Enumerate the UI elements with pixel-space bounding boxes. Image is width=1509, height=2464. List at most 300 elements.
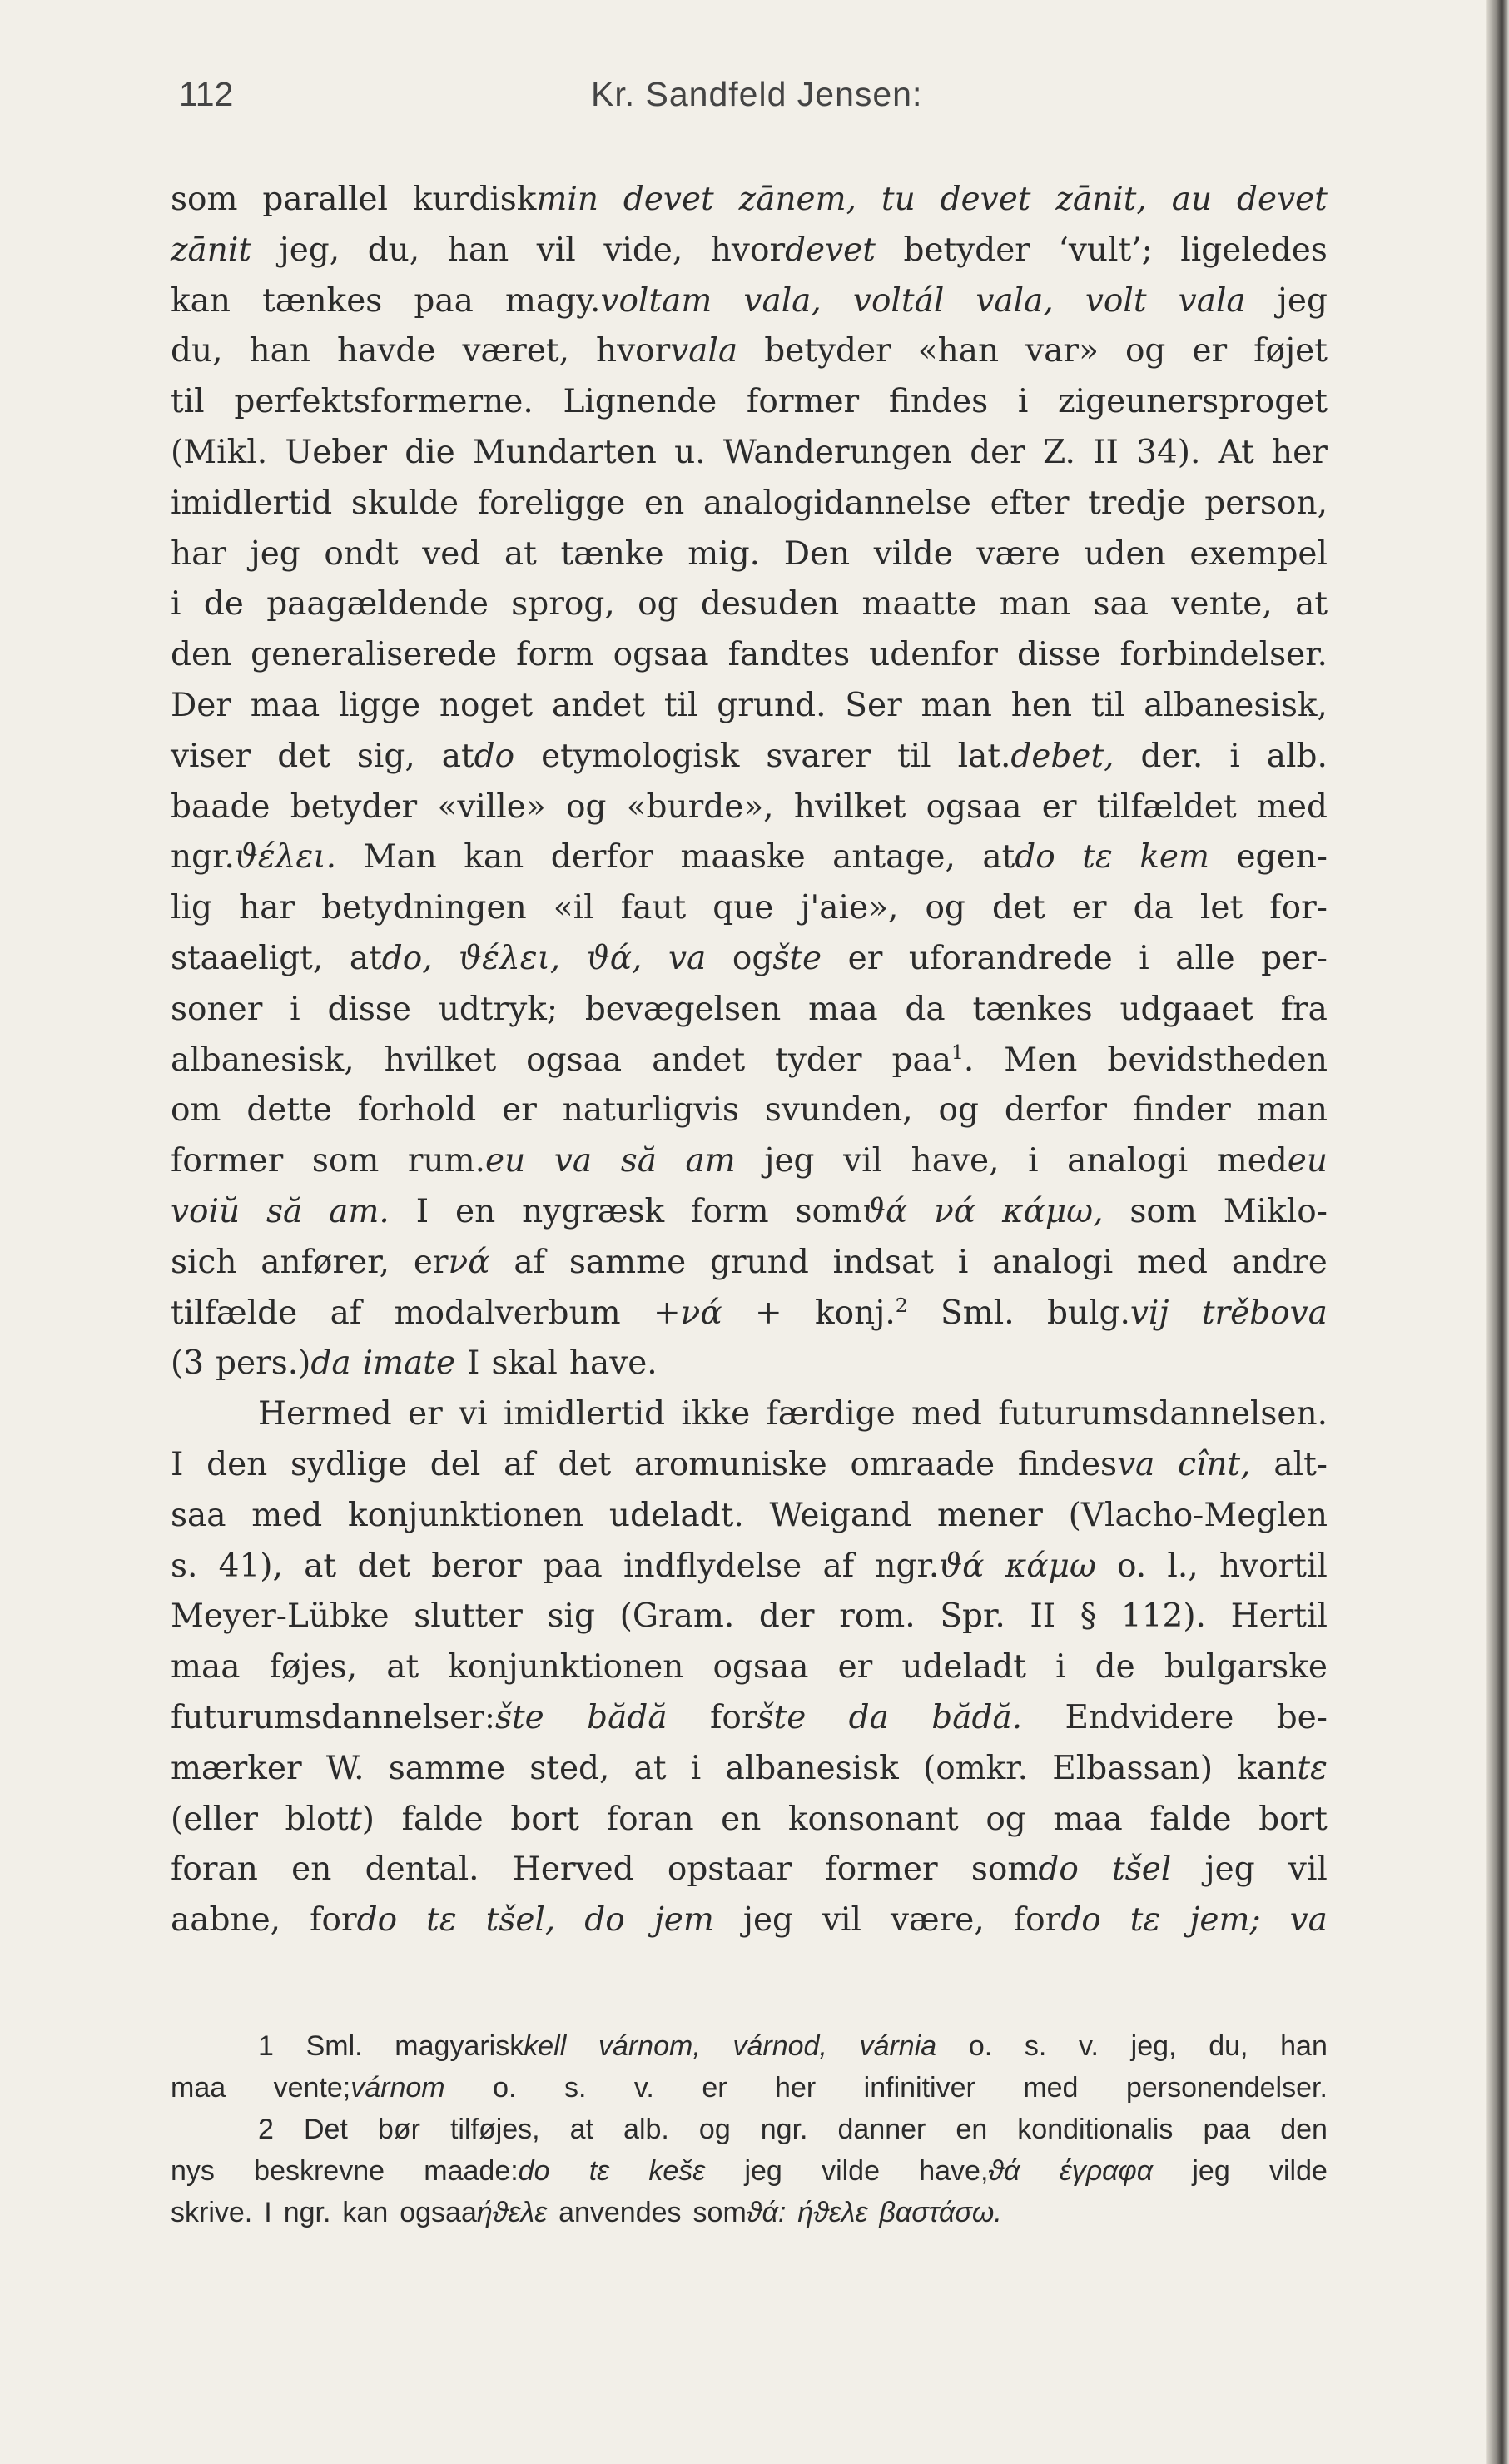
word [860, 2025, 937, 2067]
text-run: hvilket [793, 787, 906, 826]
word [251, 681, 320, 732]
text-run: du, [171, 332, 223, 370]
text-run: svarer [766, 737, 871, 775]
word [505, 276, 712, 327]
word [1139, 832, 1209, 883]
italic-text: imate [362, 1344, 456, 1383]
text-run: man [921, 686, 992, 724]
text-run: derfor [550, 838, 653, 877]
text-run: jeg [1192, 2155, 1230, 2187]
italic-text: da [848, 1698, 889, 1736]
word [262, 276, 382, 327]
word [290, 782, 417, 833]
text-run: . [963, 1041, 975, 1079]
word [1017, 630, 1101, 681]
text-run: han [249, 332, 310, 370]
word [1028, 1136, 1038, 1187]
word [1119, 630, 1327, 681]
text-run: betyder [290, 787, 418, 826]
word [251, 630, 497, 681]
text-run: vente; [273, 2072, 351, 2104]
italic-text: vij [1129, 1294, 1169, 1332]
word [402, 1795, 484, 1846]
italic-text: ϑά: [746, 2197, 787, 2228]
text-run: i [1017, 383, 1029, 421]
text-run: i [957, 1243, 969, 1281]
text-run: sich [171, 1243, 237, 1281]
text-run: Spr. [940, 1597, 1005, 1636]
word [171, 681, 231, 732]
text-run: I [171, 1445, 184, 1483]
italic-text: da [310, 1344, 351, 1383]
text-run: sprog, [511, 585, 615, 623]
word [285, 428, 387, 479]
word [958, 1238, 968, 1289]
word [171, 1289, 297, 1339]
italic-text: trěbova [1201, 1294, 1328, 1332]
word [1112, 1845, 1171, 1895]
text-run: ligeledes [1180, 231, 1328, 269]
text-run: du, [367, 231, 420, 269]
word [459, 934, 560, 985]
italic-text: jem; [1189, 1901, 1261, 1940]
text-run: udtryk; [438, 990, 558, 1028]
text-run: skrive. [171, 2197, 253, 2228]
word [607, 1795, 694, 1846]
word [1277, 1693, 1328, 1744]
word [1229, 732, 1239, 782]
text-line [171, 1187, 1328, 1238]
text-run: for [1013, 1901, 1061, 1940]
word [1018, 377, 1028, 428]
text-run: til [171, 383, 205, 421]
word [324, 529, 398, 580]
text-run: kan [342, 2197, 389, 2228]
page-number: 112 [179, 75, 234, 113]
italic-text: devet [1237, 181, 1328, 218]
word [680, 832, 805, 883]
text-run: da [1133, 889, 1174, 927]
text-run: har [171, 534, 227, 573]
text-run: forhold [357, 1091, 477, 1130]
word [1052, 1744, 1213, 1795]
text-run: omraade [850, 1445, 995, 1483]
word [766, 732, 871, 782]
text-run: 1 [258, 2030, 274, 2062]
italic-text: ϑά [988, 2155, 1020, 2187]
word [998, 1389, 1328, 1440]
text-run: konjunktionen [348, 1496, 584, 1534]
text-run: dette [246, 1091, 332, 1130]
word [691, 1744, 701, 1795]
text-line [171, 326, 1328, 377]
word [1149, 1795, 1231, 1846]
text-run: du, [1209, 2030, 1248, 2062]
text-run: I [264, 2197, 272, 2228]
word [1171, 579, 1272, 630]
word [171, 782, 271, 833]
italic-text: tε [1297, 1749, 1328, 1787]
text-run: paa [543, 1547, 603, 1585]
italic-text: să [266, 1192, 303, 1230]
word [563, 1085, 739, 1136]
italic-text: do [356, 1901, 398, 1940]
word [613, 630, 709, 681]
word [439, 985, 558, 1036]
text-run: albanesisk, [171, 1041, 355, 1079]
word [304, 2109, 348, 2150]
word [414, 276, 473, 327]
word [1011, 681, 1072, 732]
text-line [171, 175, 1328, 226]
text-run: personendelser. [1125, 2072, 1328, 2104]
word [747, 377, 859, 428]
word [386, 1642, 419, 1693]
word [330, 1289, 362, 1339]
word [408, 1136, 525, 1187]
italic-text: devet [785, 231, 876, 269]
text-run: ogsaa [613, 636, 709, 674]
text-run: føjes, [269, 1648, 358, 1687]
word [674, 428, 706, 479]
text-run: vi [459, 1395, 488, 1433]
text-run: egen- [1236, 838, 1328, 877]
word [251, 529, 300, 580]
text-line [171, 1339, 1328, 1389]
text-run: ondt [324, 534, 399, 573]
word [926, 782, 1022, 833]
word [439, 681, 533, 732]
word [171, 2067, 226, 2109]
italic-text: várnom, [598, 2030, 701, 2062]
word [1095, 1642, 1135, 1693]
italic-text: zānem, [738, 181, 857, 218]
word [687, 529, 760, 580]
word [838, 1642, 873, 1693]
word [290, 985, 300, 1036]
text-run: bort [1258, 1800, 1328, 1838]
word [992, 1238, 1113, 1289]
text-line [171, 1895, 1328, 1946]
text-run: analogi [992, 1243, 1114, 1281]
text-run: Z. [1043, 433, 1075, 471]
text-run: samme [388, 1749, 506, 1787]
word [693, 2192, 787, 2233]
text-run: analogi [1067, 1142, 1189, 1180]
italic-text: tε [1129, 1901, 1161, 1940]
word [171, 428, 267, 479]
word [668, 934, 706, 985]
word [171, 1339, 204, 1389]
text-line [171, 681, 1328, 732]
text-run: desuden [700, 585, 840, 623]
word [491, 1339, 557, 1389]
word [654, 1895, 714, 1946]
word [422, 529, 480, 580]
text-run: de [1095, 1648, 1135, 1687]
word [1164, 1642, 1328, 1693]
word [365, 1845, 479, 1895]
text-run: om [171, 1091, 221, 1130]
text-run: af [504, 1445, 535, 1483]
text-run: af [822, 1547, 855, 1585]
text-run: de [203, 585, 244, 623]
word [584, 1895, 624, 1946]
word [537, 226, 576, 276]
word [766, 1389, 895, 1440]
italic-text: jem [653, 1901, 714, 1940]
text-run: saa [1093, 585, 1149, 623]
text-run: bulgarske [1164, 1648, 1328, 1687]
word [843, 1136, 882, 1187]
italic-text: au [1171, 181, 1213, 218]
word [850, 1440, 995, 1491]
word [788, 1795, 959, 1846]
text-line [171, 1845, 1328, 1895]
word [413, 175, 598, 226]
word [784, 529, 850, 580]
text-run: svunden, [764, 1091, 913, 1130]
text-run: kan [464, 838, 524, 877]
word [711, 226, 876, 276]
italic-text: va [1117, 1445, 1155, 1483]
italic-text: νά [680, 1294, 722, 1332]
text-run: + [653, 1294, 681, 1332]
italic-text: kem [1139, 838, 1209, 877]
word [1253, 326, 1328, 377]
word [1189, 529, 1328, 580]
word [1121, 1592, 1206, 1642]
italic-text: tε [588, 2155, 610, 2187]
italic-text: ϑά, [586, 939, 643, 977]
text-run: noget [439, 686, 534, 724]
text-run: paa [1203, 2114, 1251, 2145]
text-run: vente, [1171, 585, 1273, 623]
word [681, 1389, 750, 1440]
word [514, 1238, 545, 1289]
italic-text: bădă [587, 1698, 668, 1736]
word [1139, 934, 1149, 985]
word [918, 326, 999, 377]
text-run: etymologisk [541, 737, 740, 775]
italic-text: debet, [1010, 737, 1114, 775]
text-run: der. [1140, 737, 1204, 775]
text-run: Miklo- [1223, 1192, 1328, 1230]
text-run: per- [1261, 939, 1328, 977]
word [171, 175, 237, 226]
text-run: maade: [424, 2155, 519, 2187]
word [825, 1845, 937, 1895]
text-run: han [447, 231, 509, 269]
word [504, 1440, 535, 1491]
word [972, 985, 1092, 1036]
text-run: jeg, [1130, 2030, 1177, 2062]
word [838, 2109, 926, 2150]
word [743, 1895, 793, 1946]
word [459, 1389, 488, 1440]
text-run: v. [633, 2072, 654, 2104]
text-run: andet [551, 686, 646, 724]
text-run: grund [709, 1243, 809, 1281]
word [1097, 782, 1237, 833]
text-run: «burde», [626, 787, 774, 826]
word [1172, 175, 1212, 226]
word [363, 832, 436, 883]
text-run: maatte [861, 585, 977, 623]
word [462, 326, 568, 377]
word [1278, 276, 1328, 327]
text-run: en [291, 1850, 332, 1889]
word [277, 732, 330, 782]
text-run: Hertil [1230, 1597, 1328, 1636]
text-run: 41), [218, 1547, 283, 1585]
text-run: exempel [1189, 534, 1328, 573]
text-run: grund. [717, 686, 826, 724]
italic-text: do [584, 1901, 625, 1940]
text-run: opstaar [667, 1850, 792, 1889]
word [473, 428, 657, 479]
text-run: indsat [832, 1243, 935, 1281]
text-run: af [514, 1243, 546, 1281]
text-run: Det [303, 2114, 348, 2145]
text-run: ogsaa [926, 787, 1022, 826]
italic-text: zānit [171, 231, 252, 269]
text-run: været, [462, 332, 569, 370]
text-run: «il [553, 889, 594, 927]
word [171, 326, 222, 377]
text-run: som [692, 2197, 747, 2228]
text-run: at [982, 838, 1015, 877]
text-run: findes [1017, 1445, 1118, 1483]
word [815, 1289, 908, 1339]
text-run: er [1192, 332, 1228, 370]
text-run: havde [337, 332, 436, 370]
text-run: jeg, [279, 231, 340, 269]
text-run: At [1218, 433, 1254, 471]
word [291, 1845, 331, 1895]
word [171, 934, 323, 985]
word [510, 1795, 579, 1846]
text-line [171, 1642, 1328, 1693]
text-run: jeg [1204, 1850, 1255, 1889]
word [348, 1491, 583, 1542]
text-run: faut [620, 889, 687, 927]
word [1043, 428, 1075, 479]
text-run: med [1256, 787, 1328, 826]
italic-text: do [1060, 1901, 1101, 1940]
text-run: skulde [350, 484, 459, 522]
word [171, 1085, 221, 1136]
italic-text: kešε [648, 2155, 706, 2187]
text-run: for [709, 1698, 757, 1736]
text-run: med [251, 1496, 323, 1534]
word [219, 1542, 283, 1592]
text-run: med [1023, 2072, 1079, 2104]
word [358, 1085, 477, 1136]
word [971, 1845, 1079, 1895]
word [975, 276, 1053, 327]
word [1261, 934, 1328, 985]
word [1224, 1187, 1328, 1238]
word [1280, 2109, 1328, 2150]
italic-text: cînt, [1178, 1445, 1251, 1483]
text-run: rom. [839, 1597, 916, 1636]
word [1042, 782, 1077, 833]
text-run: analogidannelse [702, 484, 971, 522]
word [216, 1339, 351, 1389]
italic-text: do [474, 737, 515, 775]
text-line [171, 1289, 1328, 1339]
word [891, 1895, 985, 1946]
text-run: (omkr. [923, 1749, 1029, 1787]
word [1219, 428, 1254, 479]
text-run: ogsaa [526, 1041, 623, 1079]
word [755, 1289, 782, 1339]
text-run: o. [493, 2072, 517, 2104]
text-run: udenfor [869, 636, 998, 674]
text-run: blot [285, 1800, 350, 1838]
word [713, 1642, 809, 1693]
word [634, 1440, 827, 1491]
word [1002, 1187, 1103, 1238]
word [621, 883, 686, 934]
word [1058, 377, 1328, 428]
footnote-line [171, 2109, 1328, 2150]
text-run: i [1139, 939, 1149, 977]
italic-text: t [349, 1800, 362, 1838]
italic-text: voiŭ [171, 1192, 241, 1230]
word [699, 2109, 731, 2150]
italic-text: voltál [852, 281, 945, 320]
italic-text: devet [623, 181, 714, 218]
text-run: nys [171, 2155, 215, 2187]
word [864, 2067, 975, 2109]
text-run: tredje [1088, 484, 1186, 522]
word [437, 782, 545, 833]
text-run: u. [674, 433, 706, 471]
text-run: som [795, 1192, 862, 1230]
italic-text: tε [1082, 838, 1113, 877]
word [363, 1339, 455, 1389]
text-run: er [702, 2072, 727, 2104]
text-run: Lignende [563, 383, 717, 421]
text-run: Sml. [941, 1294, 1015, 1332]
word [312, 1136, 379, 1187]
word [171, 529, 226, 580]
word [702, 2067, 727, 2109]
text-run: jeg [250, 534, 300, 573]
word [266, 579, 489, 630]
word [775, 1036, 861, 1086]
text-run: efter [990, 484, 1070, 522]
word [351, 479, 459, 529]
word [171, 630, 231, 681]
text-run: og [698, 2114, 731, 2145]
word [609, 1491, 744, 1542]
word [416, 1187, 429, 1238]
word [990, 479, 1070, 529]
text-run: sted, [529, 1749, 610, 1787]
word [623, 2109, 669, 2150]
word [171, 2192, 252, 2233]
italic-text: devet [940, 181, 1031, 218]
text-run: at [441, 737, 474, 775]
word [1288, 1845, 1328, 1895]
text-run: det [558, 1445, 612, 1483]
text-run: modalverbum [394, 1294, 621, 1332]
text-run: j'aie», [800, 889, 899, 927]
word [522, 1187, 664, 1238]
